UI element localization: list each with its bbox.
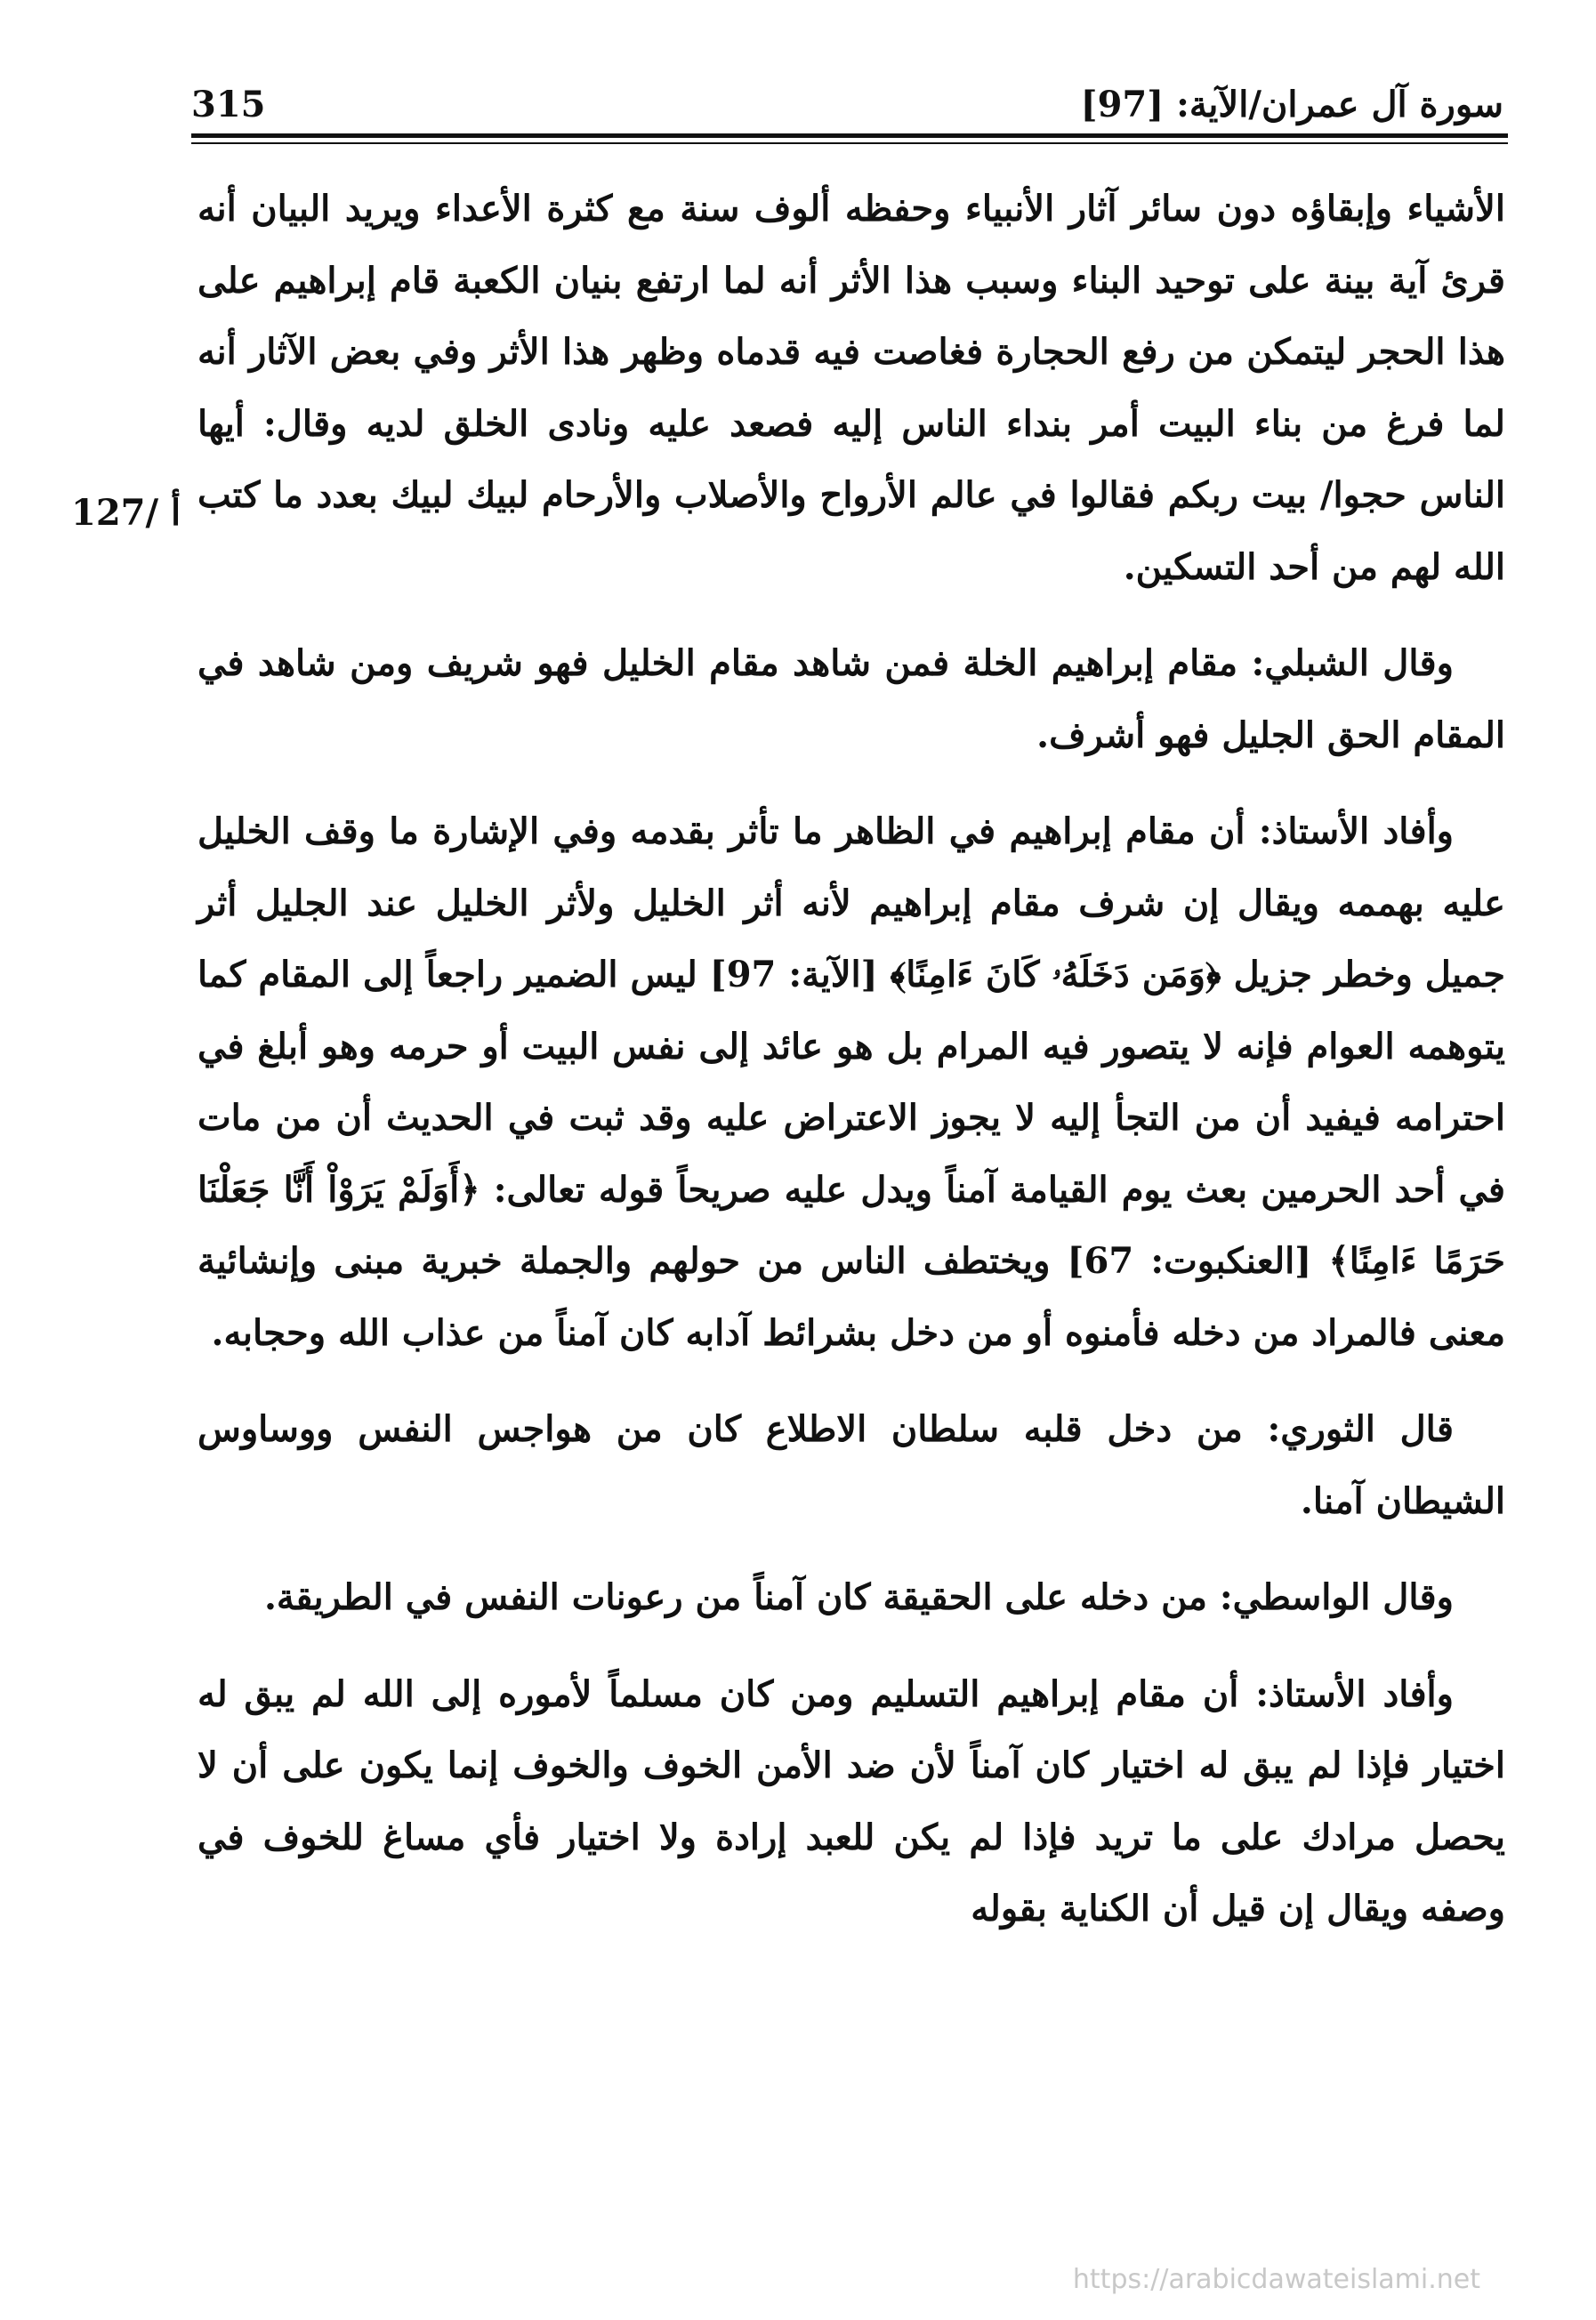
page-number: 315: [191, 84, 266, 125]
header-rule-thin: [191, 142, 1508, 144]
margin-manuscript-reference: 127/ أ: [71, 492, 181, 534]
paragraph: الأشياء وإبقاؤه دون سائر آثار الأنبياء وحفظه ألوف سنة مع كثرة الأعداء ويريد البيان أنه قرئ آية بينة على توحيد البناء وسبب هذا الأثر أنه لما ارتفع بنيان الكعبة قام إبراهيم على هذا الحجر ليتمكن من رفع الحجارة فغاصت فيه قدماه وظهر هذا الأثر وفي بعض الآثار أنه لما فرغ من بناء البيت أمر بنداء الناس إليه فصعد عليه ونادى الخلق لديه وقال: أيها الناس حجوا/ بيت ربكم فقالوا في عالم الأرواح والأصلاب والأرحام لبيك لبيك بعدد ما كتب الله لهم من أحد التسكين.: [197, 188, 1505, 588]
paragraph: قال الثوري: من دخل قلبه سلطان الاطلاع كان من هواجس النفس ووساوس الشيطان آمنا.: [197, 1408, 1505, 1522]
running-header: [191, 82, 1503, 128]
watermark-url: https://arabicdawateislami.net: [1072, 2264, 1480, 2295]
paragraph: وأفاد الأستاذ: أن مقام إبراهيم التسليم ومن كان مسلماً لأموره إلى الله لم يبق له اختيار فإذا لم يبق له اختيار كان آمناً لأن ضد الأمن الخوف والخوف إنما يكون على أن لا يحصل مرادك على ما تريد فإذا لم يكن للعبد إرادة ولا اختيار فأي مساغ للخوف في وصفه ويقال إن قيل أن الكناية بقوله: [197, 1672, 1505, 1929]
main-text: [197, 173, 1505, 1945]
paragraph: وقال الشبلي: مقام إبراهيم الخلة فمن شاهد مقام الخليل فهو شريف ومن شاهد في المقام الحق الجليل فهو أشرف.: [197, 642, 1505, 756]
header-rule-thick: [191, 133, 1508, 138]
header-title: سورة آل عمران/الآية: [97]: [1080, 84, 1503, 125]
paragraph: وأفاد الأستاذ: أن مقام إبراهيم في الظاهر ما تأثر بقدمه وفي الإشارة ما وقف الخليل عليه بهممه ويقال إن شرف مقام إبراهيم لأنه أثر الخليل ولأثر الخليل عند الجليل أثر جميل وخطر جزيل ﴿وَمَن دَخَلَهُۥ كَانَ ءَامِنًا﴾ [الآية: 97] ليس الضمير راجعاً إلى المقام كما يتوهمه العوام فإنه لا يتصور فيه المرام بل هو عائد إلى نفس البيت أو حرمه وهو أبلغ في احترامه فيفيد أن من التجأ إليه لا يجوز الاعتراض عليه وقد ثبت في الحديث أن من مات في أحد الحرمين بعث يوم القيامة آمناً ويدل عليه صريحاً قوله تعالى: ﴿أَوَلَمْ يَرَوْاْ أَنَّا جَعَلْنَا حَرَمًا ءَامِنًا﴾ [العنكبوت: 67] ويختطف الناس من حولهم والجملة خبرية مبنى وإنشائية معنى فالمراد من دخله فأمنوه أو من دخل بشرائط آدابه كان آمناً من عذاب الله وحجابه.: [197, 810, 1505, 1354]
paragraph: وقال الواسطي: من دخله على الحقيقة كان آمناً من رعونات النفس في الطريقة.: [263, 1576, 1454, 1618]
